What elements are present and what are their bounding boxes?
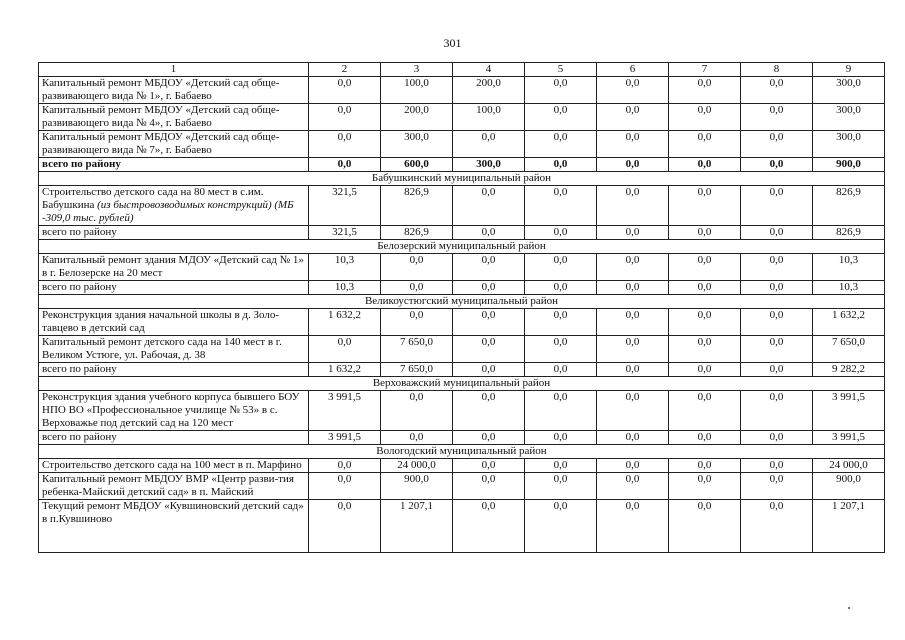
- value-cell: 0,0: [597, 459, 669, 473]
- value-cell: 3 991,5: [309, 391, 381, 431]
- object-name-cell: [39, 363, 309, 377]
- value-cell: 0,0: [741, 281, 813, 295]
- value-cell: 0,0: [741, 363, 813, 377]
- object-note: (из быстровозводимых конструкций) (МБ -309,0 тыс. рублей): [42, 199, 294, 224]
- table-row: [39, 431, 885, 445]
- value-cell: 600,0: [381, 158, 453, 172]
- object-name-cell: [39, 131, 309, 158]
- object-name: Текущий ремонт МБДОУ «Кувшиновский детский сад» в п.Кувшиново: [42, 500, 304, 525]
- district-title: Великоустюгский муниципальный район: [39, 295, 885, 309]
- value-cell: 0,0: [741, 77, 813, 104]
- value-cell: 0,0: [597, 104, 669, 131]
- value-cell: 826,9: [381, 186, 453, 226]
- value-cell: 0,0: [597, 226, 669, 240]
- value-cell: 0,0: [597, 309, 669, 336]
- district-title: Белозерский муниципальный район: [39, 240, 885, 254]
- object-name: Капитальный ремонт МБДОУ «Детский сад обще-развивающего вида № 7», г. Бабаево: [42, 131, 280, 156]
- value-cell: 321,5: [309, 226, 381, 240]
- object-name: всего по району: [42, 158, 121, 170]
- value-cell: 321,5: [309, 186, 381, 226]
- value-cell: 0,0: [741, 254, 813, 281]
- object-name: всего по району: [42, 226, 117, 238]
- object-name: всего по району: [42, 281, 117, 293]
- table-row: [39, 363, 885, 377]
- district-section-row: [39, 172, 885, 186]
- value-cell: 0,0: [669, 459, 741, 473]
- column-header: 4: [453, 63, 525, 77]
- value-cell: 1 207,1: [813, 500, 885, 553]
- value-cell: 0,0: [669, 281, 741, 295]
- value-cell: 0,0: [453, 186, 525, 226]
- value-cell: 7 650,0: [813, 336, 885, 363]
- value-cell: 826,9: [813, 226, 885, 240]
- value-cell: 0,0: [741, 391, 813, 431]
- value-cell: 0,0: [741, 336, 813, 363]
- table-body: [39, 77, 885, 553]
- value-cell: 0,0: [453, 363, 525, 377]
- value-cell: 0,0: [453, 391, 525, 431]
- value-cell: 0,0: [525, 158, 597, 172]
- header-row: [39, 63, 885, 77]
- value-cell: 0,0: [597, 158, 669, 172]
- value-cell: 0,0: [597, 431, 669, 445]
- value-cell: 0,0: [525, 226, 597, 240]
- value-cell: 0,0: [525, 431, 597, 445]
- value-cell: 0,0: [669, 77, 741, 104]
- value-cell: 0,0: [669, 186, 741, 226]
- value-cell: 10,3: [309, 281, 381, 295]
- value-cell: 0,0: [597, 281, 669, 295]
- value-cell: 0,0: [741, 309, 813, 336]
- district-title: Бабушкинский муниципальный район: [39, 172, 885, 186]
- value-cell: 0,0: [381, 391, 453, 431]
- value-cell: 0,0: [669, 336, 741, 363]
- value-cell: 0,0: [669, 473, 741, 500]
- value-cell: 0,0: [309, 473, 381, 500]
- value-cell: 0,0: [669, 391, 741, 431]
- value-cell: 0,0: [669, 500, 741, 553]
- page-number: 301: [443, 36, 462, 50]
- value-cell: 900,0: [381, 473, 453, 500]
- column-header: 3: [381, 63, 453, 77]
- object-name-cell: [39, 281, 309, 295]
- value-cell: 0,0: [525, 363, 597, 377]
- object-name-cell: [39, 336, 309, 363]
- value-cell: 0,0: [525, 281, 597, 295]
- value-cell: 0,0: [597, 363, 669, 377]
- column-header: 6: [597, 63, 669, 77]
- value-cell: 0,0: [669, 158, 741, 172]
- value-cell: 0,0: [669, 431, 741, 445]
- value-cell: 7 650,0: [381, 363, 453, 377]
- object-name-cell: [39, 104, 309, 131]
- value-cell: 0,0: [741, 473, 813, 500]
- table-row: [39, 131, 885, 158]
- object-name-cell: [39, 391, 309, 431]
- object-name-cell: [39, 473, 309, 500]
- value-cell: 10,3: [813, 281, 885, 295]
- value-cell: 0,0: [309, 336, 381, 363]
- district-section-row: [39, 240, 885, 254]
- object-name-cell: [39, 77, 309, 104]
- object-name: Строительство детского сада на 100 мест в п. Марфино: [42, 459, 302, 471]
- district-title: Верховажский муниципальный район: [39, 377, 885, 391]
- value-cell: 0,0: [453, 226, 525, 240]
- value-cell: 0,0: [453, 131, 525, 158]
- value-cell: 0,0: [741, 158, 813, 172]
- value-cell: 0,0: [669, 226, 741, 240]
- value-cell: 7 650,0: [381, 336, 453, 363]
- budget-table: [38, 62, 885, 553]
- district-section-row: [39, 377, 885, 391]
- value-cell: 1 632,2: [309, 363, 381, 377]
- value-cell: 0,0: [741, 459, 813, 473]
- value-cell: 826,9: [813, 186, 885, 226]
- object-name-cell: [39, 500, 309, 553]
- value-cell: 0,0: [669, 104, 741, 131]
- object-name-cell: [39, 254, 309, 281]
- value-cell: 0,0: [525, 336, 597, 363]
- value-cell: 1 632,2: [309, 309, 381, 336]
- value-cell: 0,0: [309, 104, 381, 131]
- table-row: [39, 281, 885, 295]
- value-cell: 900,0: [813, 473, 885, 500]
- value-cell: 0,0: [597, 391, 669, 431]
- district-total-row: [39, 158, 885, 172]
- value-cell: 0,0: [669, 309, 741, 336]
- value-cell: 0,0: [525, 104, 597, 131]
- value-cell: 900,0: [813, 158, 885, 172]
- object-name-cell: [39, 186, 309, 226]
- value-cell: 0,0: [669, 254, 741, 281]
- value-cell: 0,0: [525, 186, 597, 226]
- table-row: [39, 309, 885, 336]
- value-cell: 10,3: [309, 254, 381, 281]
- object-name: Капитальный ремонт здания МДОУ «Детский сад № 1» в г. Белозерске на 20 мест: [42, 254, 304, 279]
- value-cell: 0,0: [453, 254, 525, 281]
- value-cell: 0,0: [525, 500, 597, 553]
- value-cell: 0,0: [453, 281, 525, 295]
- value-cell: 300,0: [381, 131, 453, 158]
- value-cell: 0,0: [381, 309, 453, 336]
- value-cell: 0,0: [453, 309, 525, 336]
- district-title: Вологодский муниципальный район: [39, 445, 885, 459]
- column-header: 2: [309, 63, 381, 77]
- value-cell: 0,0: [309, 158, 381, 172]
- value-cell: 24 000,0: [813, 459, 885, 473]
- value-cell: 0,0: [525, 459, 597, 473]
- value-cell: 300,0: [813, 104, 885, 131]
- value-cell: 0,0: [741, 226, 813, 240]
- value-cell: 1 207,1: [381, 500, 453, 553]
- value-cell: 0,0: [741, 186, 813, 226]
- object-name: Капитальный ремонт МБДОУ ВМР «Центр разви-тия ребенка-Майский детский сад» в п. Майский: [42, 473, 294, 498]
- value-cell: 0,0: [453, 473, 525, 500]
- object-name-cell: [39, 459, 309, 473]
- value-cell: 0,0: [741, 104, 813, 131]
- object-name: Капитальный ремонт МБДОУ «Детский сад обще-развивающего вида № 4», г. Бабаево: [42, 104, 280, 129]
- value-cell: 0,0: [597, 500, 669, 553]
- object-name-cell: [39, 158, 309, 172]
- value-cell: 3 991,5: [813, 391, 885, 431]
- value-cell: 100,0: [381, 77, 453, 104]
- object-name: всего по району: [42, 363, 117, 375]
- column-header: 8: [741, 63, 813, 77]
- value-cell: 0,0: [309, 459, 381, 473]
- table-row: [39, 77, 885, 104]
- value-cell: 0,0: [453, 431, 525, 445]
- value-cell: 0,0: [309, 77, 381, 104]
- value-cell: 0,0: [381, 431, 453, 445]
- value-cell: 300,0: [813, 131, 885, 158]
- value-cell: 0,0: [669, 363, 741, 377]
- value-cell: 0,0: [741, 500, 813, 553]
- object-name: Капитальный ремонт МБДОУ «Детский сад обще-развивающего вида № 1», г. Бабаево: [42, 77, 280, 102]
- value-cell: 0,0: [309, 500, 381, 553]
- table-row: [39, 186, 885, 226]
- value-cell: 3 991,5: [813, 431, 885, 445]
- table-row: [39, 254, 885, 281]
- object-name: всего по району: [42, 431, 117, 443]
- value-cell: 200,0: [381, 104, 453, 131]
- value-cell: 0,0: [741, 131, 813, 158]
- value-cell: 0,0: [525, 473, 597, 500]
- column-header: 9: [813, 63, 885, 77]
- value-cell: 0,0: [525, 254, 597, 281]
- value-cell: 0,0: [381, 254, 453, 281]
- value-cell: 0,0: [597, 336, 669, 363]
- value-cell: 0,0: [597, 186, 669, 226]
- value-cell: 826,9: [381, 226, 453, 240]
- value-cell: 0,0: [309, 131, 381, 158]
- value-cell: 24 000,0: [381, 459, 453, 473]
- value-cell: 0,0: [381, 281, 453, 295]
- value-cell: 1 632,2: [813, 309, 885, 336]
- column-header: 7: [669, 63, 741, 77]
- table-row: [39, 459, 885, 473]
- value-cell: 0,0: [525, 391, 597, 431]
- object-name: Капитальный ремонт детского сада на 140 мест в г. Великом Устюге, ул. Рабочая, д. 38: [42, 336, 282, 361]
- object-name-cell: [39, 431, 309, 445]
- value-cell: 300,0: [813, 77, 885, 104]
- value-cell: 100,0: [453, 104, 525, 131]
- object-name: Реконструкция здания начальной школы в д. Золо-тавцево в детский сад: [42, 309, 280, 334]
- object-name: Строительство детского сада на 80 мест в с.им. Бабушкина: [42, 186, 264, 211]
- value-cell: 0,0: [597, 77, 669, 104]
- value-cell: 200,0: [453, 77, 525, 104]
- value-cell: 0,0: [453, 336, 525, 363]
- table-row: [39, 500, 885, 553]
- value-cell: 0,0: [525, 77, 597, 104]
- table-row: [39, 336, 885, 363]
- value-cell: 0,0: [453, 459, 525, 473]
- value-cell: 0,0: [741, 431, 813, 445]
- value-cell: 0,0: [525, 309, 597, 336]
- value-cell: 0,0: [525, 131, 597, 158]
- table-row: [39, 473, 885, 500]
- value-cell: 0,0: [597, 473, 669, 500]
- table-row: [39, 391, 885, 431]
- column-header: 1: [39, 63, 309, 77]
- district-section-row: [39, 445, 885, 459]
- value-cell: 0,0: [669, 131, 741, 158]
- value-cell: 3 991,5: [309, 431, 381, 445]
- value-cell: 0,0: [453, 500, 525, 553]
- object-name-cell: [39, 309, 309, 336]
- table-row: [39, 104, 885, 131]
- object-name-cell: [39, 226, 309, 240]
- scan-speck: [848, 607, 850, 609]
- value-cell: 0,0: [597, 254, 669, 281]
- column-header: 5: [525, 63, 597, 77]
- district-section-row: [39, 295, 885, 309]
- value-cell: 300,0: [453, 158, 525, 172]
- table-row: [39, 226, 885, 240]
- value-cell: 9 282,2: [813, 363, 885, 377]
- object-name: Реконструкция здания учебного корпуса бывшего БОУ НПО ВО «Профессиональное училище № 53» в с. Верховажье под детский сад на 120 мест: [42, 391, 300, 429]
- value-cell: 0,0: [597, 131, 669, 158]
- value-cell: 10,3: [813, 254, 885, 281]
